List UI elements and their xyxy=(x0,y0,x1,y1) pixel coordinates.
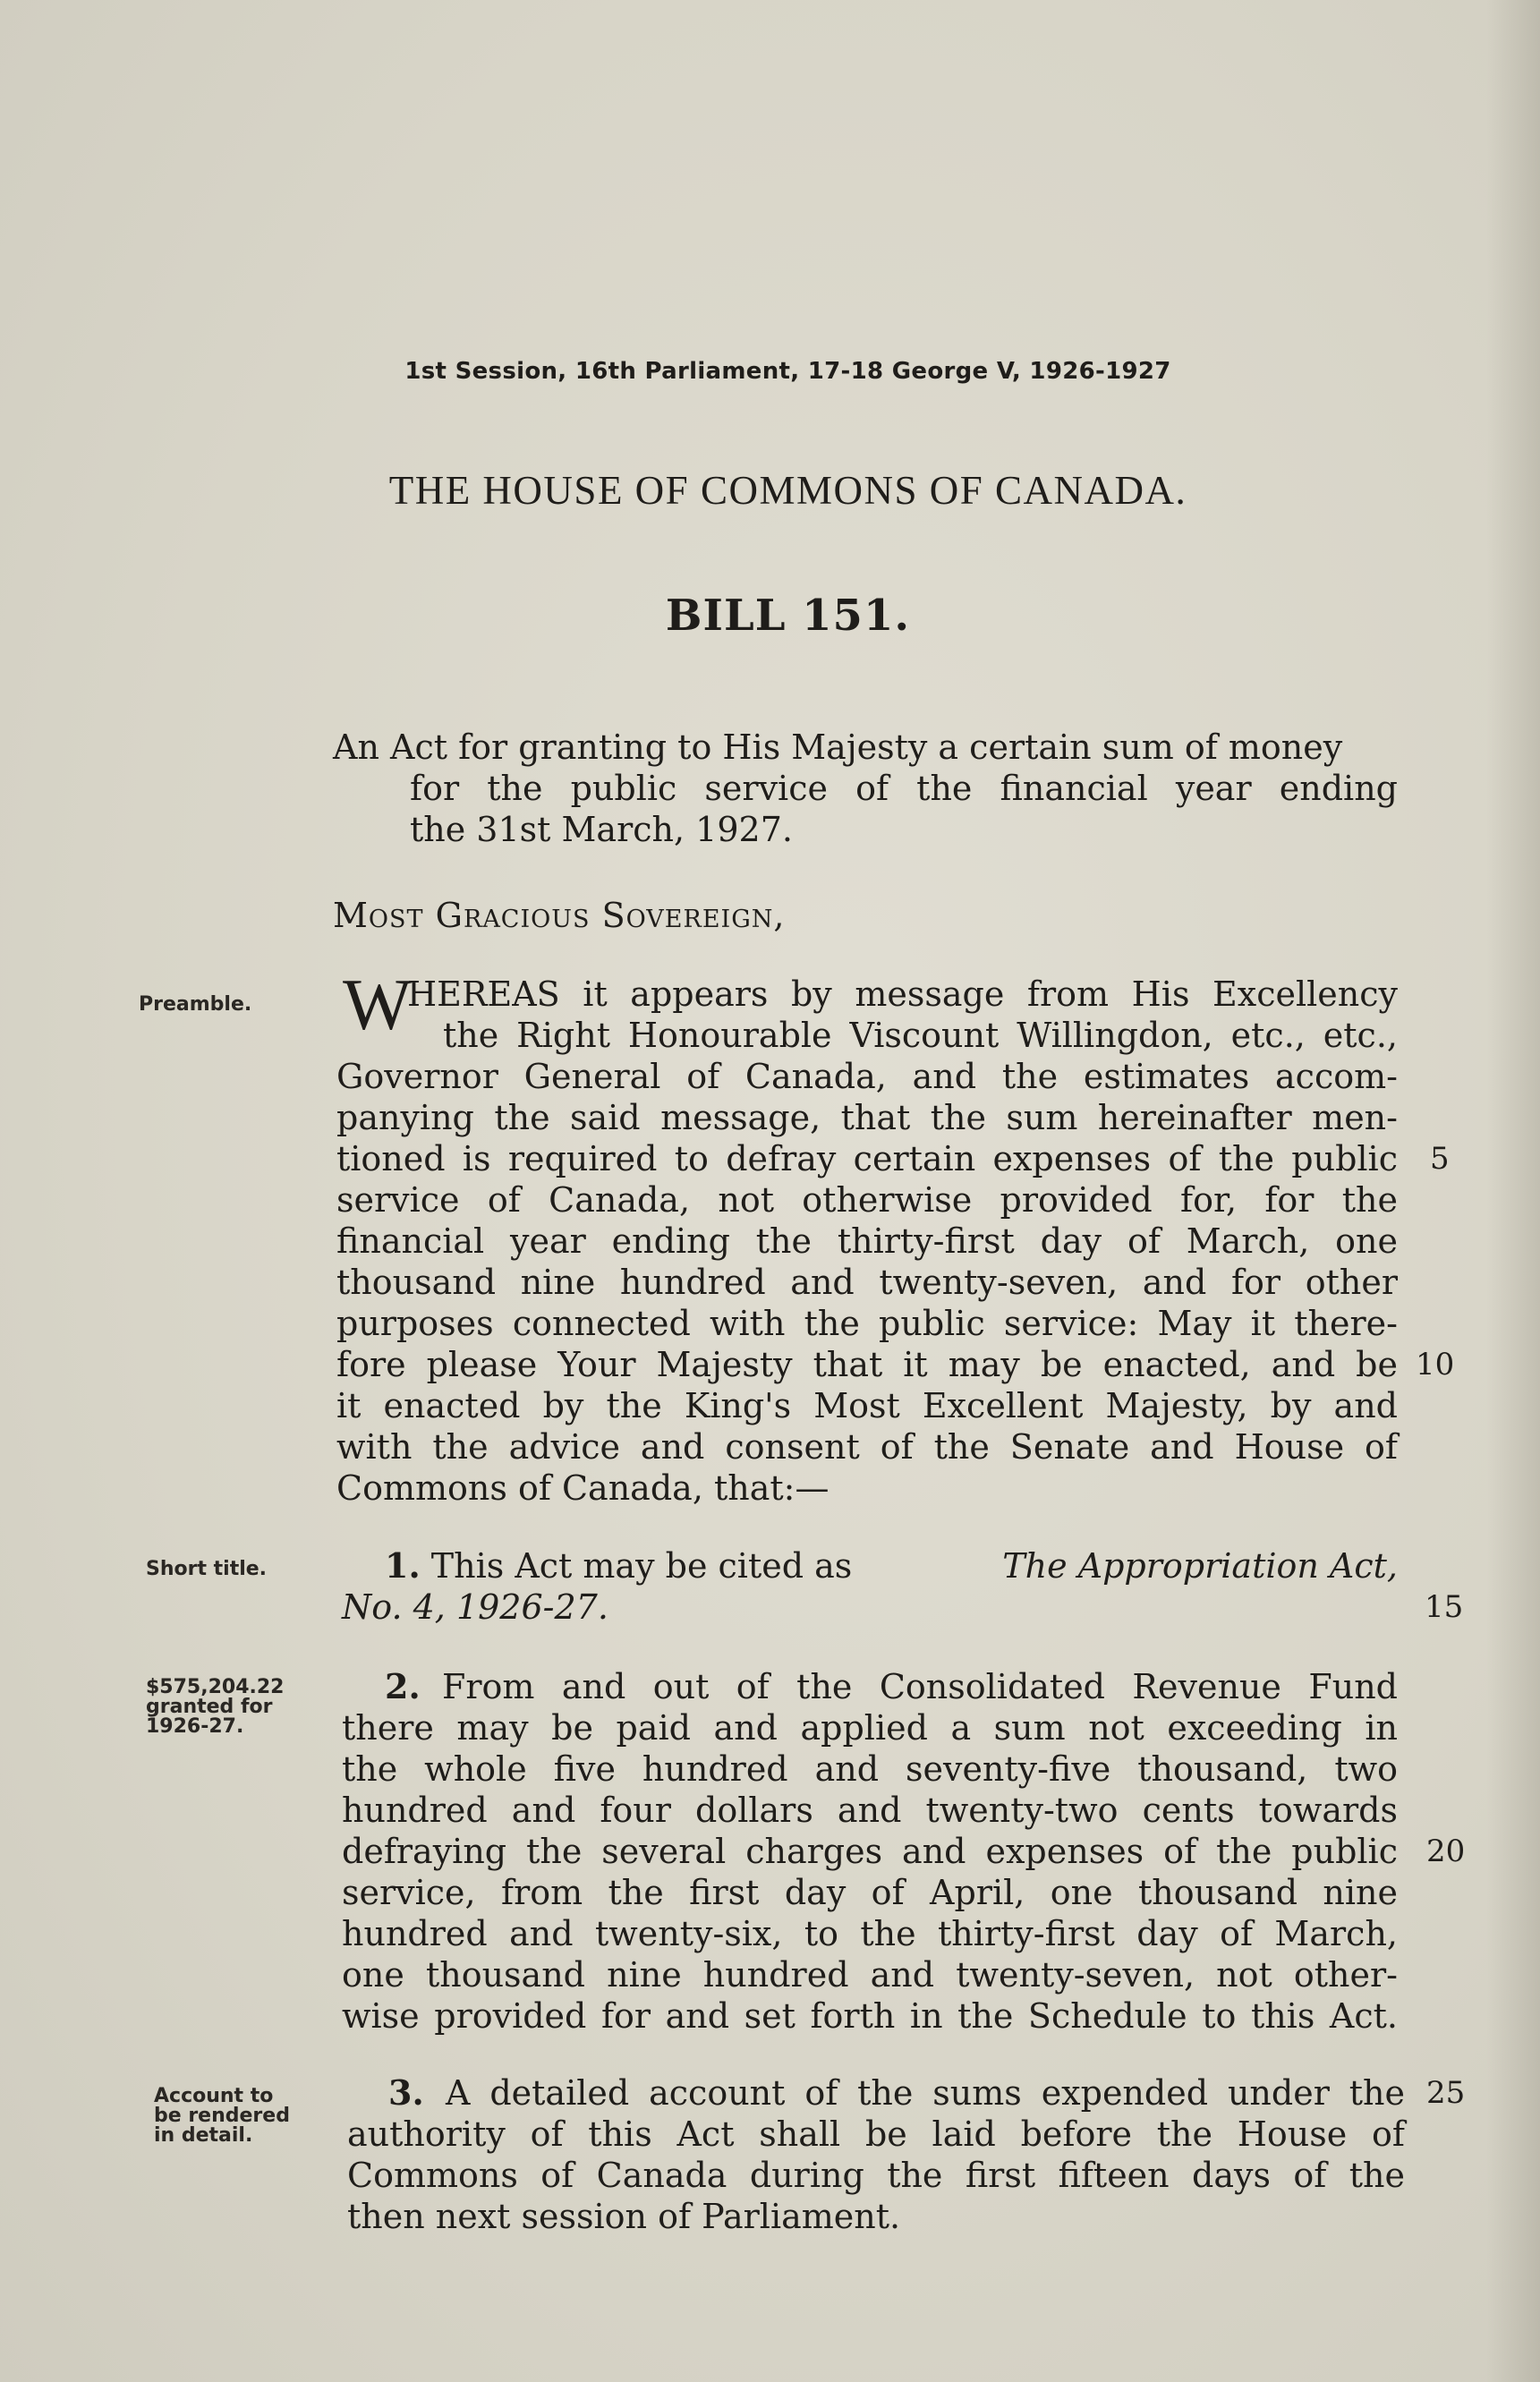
drop-cap: W xyxy=(343,964,413,1045)
margin-note-sec2-line: granted for xyxy=(146,1696,273,1718)
margin-note-preamble: Preamble. xyxy=(139,993,252,1016)
house-title: THE HOUSE OF COMMONS OF CANADA. xyxy=(388,468,1187,513)
preamble-line: Commons of Canada, that:— xyxy=(336,1468,830,1508)
section3-line: then next session of Parliament. xyxy=(347,2197,901,2236)
section2-line xyxy=(385,1666,1398,1707)
section1-act-name: The Appropriation Act, xyxy=(1002,1546,1398,1586)
line-number: 5 xyxy=(1430,1141,1450,1177)
line-number: 10 xyxy=(1416,1347,1455,1382)
section3-number: 3. xyxy=(388,2072,424,2113)
session-line: 1st Session, 16th Parliament, 17-18 George V, 1926-1927 xyxy=(404,358,1171,385)
margin-note-short-title: Short title. xyxy=(146,1558,268,1580)
preamble-line: tioned is required to defray certain expenses of the public xyxy=(336,1139,1398,1178)
preamble-line: financial year ending the thirty-first day of March, one xyxy=(336,1221,1398,1261)
bill-number: BILL 151. xyxy=(665,591,911,641)
preamble-line: panying the said message, that the sum hereinafter men- xyxy=(336,1098,1398,1137)
preamble-line: Governor General of Canada, and the estimates accom- xyxy=(336,1057,1398,1096)
margin-note-sec3-line: in detail. xyxy=(154,2124,253,2147)
section1-line xyxy=(385,1545,1398,1587)
section2-text: From and out of the Consolidated Revenue Fund xyxy=(442,1667,1398,1706)
section2-number: 2. xyxy=(385,1666,421,1706)
section2-line: one thousand nine hundred and twenty-seven, not other- xyxy=(342,1955,1398,1995)
section2-line: there may be paid and applied a sum not exceeding in xyxy=(342,1708,1398,1748)
preamble-line: with the advice and consent of the Senate and House of xyxy=(336,1427,1398,1467)
preamble-line: HEREAS it appears by message from His Excellency xyxy=(407,974,1398,1014)
section2-line: hundred and twenty-six, to the thirty-first day of March, xyxy=(342,1914,1398,1953)
section2-line: hundred and four dollars and twenty-two cents towards xyxy=(342,1791,1398,1830)
act-title-line: the 31st March, 1927. xyxy=(410,810,793,849)
margin-note-sec2-line: $575,204.22 xyxy=(146,1676,285,1698)
section3-line: authority of this Act shall be laid before the House of xyxy=(347,2114,1405,2154)
preamble-line: service of Canada, not otherwise provided for, for the xyxy=(336,1180,1398,1220)
preamble-line: the Right Honourable Viscount Willingdon, etc., etc., xyxy=(443,1016,1398,1055)
section1-text: This Act may be cited as xyxy=(430,1546,853,1586)
salutation: Most Gracious Sovereign, xyxy=(333,896,786,935)
act-title-line: An Act for granting to His Majesty a certain sum of money xyxy=(333,727,1343,767)
section3-line: Commons of Canada during the first fifteen days of the xyxy=(347,2156,1405,2195)
section2-line: the whole five hundred and seventy-five thousand, two xyxy=(342,1749,1398,1789)
line-number: 25 xyxy=(1426,2075,1466,2111)
line-number: 20 xyxy=(1426,1833,1466,1869)
margin-note-sec3-line: be rendered xyxy=(154,2105,290,2127)
line-number: 15 xyxy=(1425,1589,1464,1625)
preamble-line: it enacted by the King's Most Excellent Majesty, by and xyxy=(336,1386,1398,1425)
section3-text: A detailed account of the sums expended under the xyxy=(446,2073,1405,2113)
section1-act-number: No. 4, 1926-27. xyxy=(342,1587,608,1627)
section1-number: 1. xyxy=(385,1545,421,1586)
section2-line: service, from the first day of April, one thousand nine xyxy=(342,1873,1398,1912)
preamble-line: thousand nine hundred and twenty-seven, and for other xyxy=(336,1263,1398,1302)
section3-line xyxy=(388,2072,1405,2114)
margin-note-sec2-line: 1926-27. xyxy=(146,1715,244,1738)
preamble-line: purposes connected with the public service: May it there- xyxy=(336,1304,1398,1343)
section2-line: wise provided for and set forth in the Schedule to this Act. xyxy=(342,1996,1398,2036)
section2-line: defraying the several charges and expenses of the public xyxy=(342,1832,1398,1871)
margin-note-sec3-line: Account to xyxy=(154,2085,274,2107)
preamble-line: fore please Your Majesty that it may be enacted, and be xyxy=(336,1345,1398,1384)
act-title-line: for the public service of the financial year ending xyxy=(410,769,1398,808)
section1-line xyxy=(342,1587,608,1628)
